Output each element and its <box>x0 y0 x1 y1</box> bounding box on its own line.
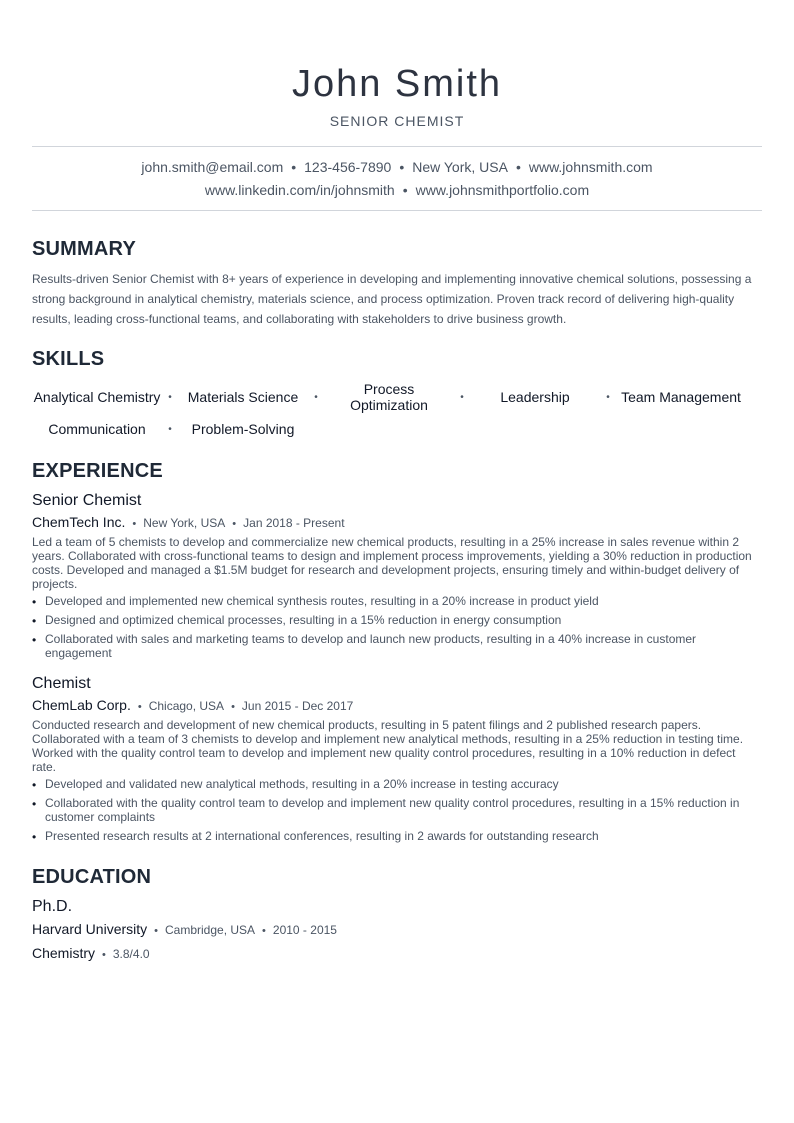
meta-separator: • <box>132 518 137 530</box>
skill-separator: • <box>460 391 464 403</box>
bullet-dot: • <box>32 633 37 647</box>
list-item <box>32 613 762 627</box>
summary-heading: SUMMARY <box>32 238 136 260</box>
candidate-name: John Smith <box>291 63 503 105</box>
bullet-text: Developed and validated new analytical methods, resulting in a 20% increase in testing accuracy <box>45 777 559 791</box>
bullet-dot: • <box>32 830 37 844</box>
list-item <box>32 632 762 660</box>
skill-item: Process Optimization <box>350 381 428 413</box>
contact-separator: • <box>515 159 521 175</box>
skill-separator: • <box>168 391 172 403</box>
bullet-text: Designed and optimized chemical processes, resulting in a 15% reduction in energy consumption <box>45 613 562 627</box>
education-degree: Ph.D. <box>32 898 73 915</box>
skill-item: Communication <box>48 421 146 437</box>
resume-header <box>32 0 762 130</box>
bullet-dot: • <box>32 797 37 811</box>
meta-separator: • <box>262 925 266 937</box>
education-school: Harvard University <box>32 921 148 937</box>
meta-separator: • <box>232 518 237 530</box>
contact-linkedin[interactable]: www.linkedin.com/in/johnsmith <box>204 182 395 198</box>
job-company-line <box>32 513 762 533</box>
skill-item: Analytical Chemistry <box>33 389 161 405</box>
skill-item: Team Management <box>621 389 741 405</box>
job-description: Led a team of 5 chemists to develop and commercialize new chemical products, resulting in a 25% increase in sales revenue within 2 years. Collaborated with cross-functional teams to design and implement process improvements, yielding a 30% reduction in production costs. Developed and managed a $1.5M budget for research and development projects, ensuring timely and within-budget delivery of projects. <box>32 535 752 591</box>
bullet-text: Developed and implemented new chemical synthesis routes, resulting in a 20% increase in product yield <box>45 594 599 608</box>
bullet-text: Presented research results at 2 international conferences, resulting in 2 awards for outstanding research <box>45 829 599 843</box>
job-dates: Jan 2018 - Present <box>243 516 345 530</box>
job-company-line <box>32 696 762 716</box>
skill-separator: • <box>168 423 172 435</box>
meta-separator: • <box>137 701 142 713</box>
job-location: New York, USA <box>143 516 226 530</box>
summary-section <box>32 237 762 329</box>
contact-separator: • <box>399 159 405 175</box>
education-gpa: 3.8/4.0 <box>112 947 150 961</box>
job-description: Conducted research and development of new chemical products, resulting in 5 patent filings and 2 published research papers. Collaborated with a team of 3 chemists to develop and implement new analytical methods, resulting in a 25% reduction in testing time. Worked with the quality control team to develop and implement new quality control procedures, resulting in a 10% reduction in defect rate. <box>32 718 744 774</box>
education-heading: EDUCATION <box>32 866 152 888</box>
contact-email[interactable]: john.smith@email.com <box>141 159 284 175</box>
contact-row-2 <box>32 179 762 202</box>
contact-separator: • <box>402 182 408 198</box>
job-dates: Jun 2015 - Dec 2017 <box>241 699 354 713</box>
job-role: Chemist <box>32 675 91 692</box>
skill-item: Problem-Solving <box>191 421 295 437</box>
contact-phone[interactable]: 123-456-7890 <box>304 159 392 175</box>
education-field-line <box>32 943 762 965</box>
summary-text: Results-driven Senior Chemist with 8+ years of experience in developing and implementing innovative chemical solutions, possessing a strong background in analytical chemistry, materials science, and process optimization. Proven track record of delivering high-quality results, leading cross-functional teams, and collaborating with stakeholders to drive business growth. <box>32 272 752 326</box>
contact-website[interactable]: www.johnsmith.com <box>528 159 653 175</box>
skill-separator: • <box>606 391 610 403</box>
job-bullets <box>32 777 762 843</box>
contact-info <box>32 146 762 211</box>
contact-portfolio[interactable]: www.johnsmithportfolio.com <box>415 182 590 198</box>
skills-section <box>32 347 762 441</box>
bullet-dot: • <box>32 595 37 609</box>
meta-separator: • <box>102 949 106 961</box>
job-entry <box>32 674 762 843</box>
job-role: Senior Chemist <box>32 492 142 509</box>
meta-separator: • <box>154 925 158 937</box>
bullet-dot: • <box>32 614 37 628</box>
list-item <box>32 594 762 608</box>
skill-item: Leadership <box>500 389 570 405</box>
education-field: Chemistry <box>32 945 96 961</box>
meta-separator: • <box>231 701 235 713</box>
skills-list <box>32 381 762 441</box>
education-location: Cambridge, USA <box>165 923 256 937</box>
skill-separator: • <box>314 391 318 403</box>
education-dates: 2010 - 2015 <box>272 923 337 937</box>
list-item <box>32 829 762 843</box>
job-location: Chicago, USA <box>148 699 225 713</box>
contact-location: New York, USA <box>412 159 508 175</box>
education-section <box>32 865 762 965</box>
bullet-text: Collaborated with the quality control team to develop and implement new quality control procedures, resulting in a 15% reduction in customer complaints <box>45 796 740 824</box>
job-company: ChemTech Inc. <box>32 514 126 530</box>
skills-heading: SKILLS <box>32 348 105 370</box>
education-school-line <box>32 919 762 941</box>
job-bullets <box>32 594 762 660</box>
experience-heading: EXPERIENCE <box>32 460 163 482</box>
candidate-title: SENIOR CHEMIST <box>329 113 465 129</box>
list-item <box>32 796 762 824</box>
job-entry <box>32 491 762 660</box>
skill-item: Materials Science <box>187 389 299 405</box>
list-item <box>32 777 762 791</box>
contact-separator: • <box>291 159 297 175</box>
experience-section <box>32 459 762 843</box>
bullet-text: Collaborated with sales and marketing teams to develop and launch new products, resulting in a 40% increase in customer engagement <box>45 632 697 660</box>
bullet-dot: • <box>32 778 37 792</box>
contact-row-1 <box>32 156 762 179</box>
job-company: ChemLab Corp. <box>32 697 131 713</box>
